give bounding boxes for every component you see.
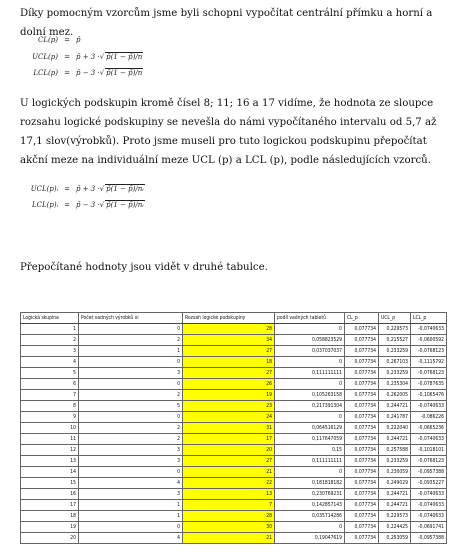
- table-cell: 28: [183, 324, 275, 335]
- paragraph-table-intro: Přepočítané hodnoty jsou vidět v druhé tabulce.: [20, 262, 268, 273]
- table-cell: 13: [183, 489, 275, 500]
- table-cell: 0,077734: [345, 511, 379, 522]
- table-cell: 0,111111111: [275, 456, 345, 467]
- table-cell: 0,077734: [345, 346, 379, 357]
- table-cell: 0,105263158: [275, 390, 345, 401]
- table-cell: 0,215527: [379, 335, 411, 346]
- table-cell: 12: [21, 445, 79, 456]
- table-cell: 0,077734: [345, 390, 379, 401]
- equation-lcl: LCL(p) = p̄ − 3 ·√ p̄(1 − p̄)/n: [33, 69, 143, 77]
- table-header-cell: Logická skupina: [21, 313, 79, 324]
- table-row: [21, 511, 447, 522]
- table-cell: 0: [275, 412, 345, 423]
- table-header-cell: CL_p: [345, 313, 379, 324]
- table-cell: -0,0935227: [411, 478, 447, 489]
- table-cell: 0,224425: [379, 522, 411, 533]
- table-cell: -0,1115792: [411, 357, 447, 368]
- table-cell: 0,181818182: [275, 478, 345, 489]
- table-cell: 5: [21, 368, 79, 379]
- table-cell: 28: [183, 511, 275, 522]
- table-row: [21, 456, 447, 467]
- table-header-row: [21, 313, 447, 324]
- table-cell: 8: [21, 401, 79, 412]
- table-cell: 7: [183, 500, 275, 511]
- table-cell: -0,0768123: [411, 368, 447, 379]
- table-header-cell: podíl vadných tabletů: [275, 313, 345, 324]
- table-cell: 1: [79, 500, 183, 511]
- table-row: [21, 390, 447, 401]
- table-cell: 0,077734: [345, 467, 379, 478]
- table-cell: 0,077734: [345, 533, 379, 544]
- table-cell: 0,230769231: [275, 489, 345, 500]
- table-cell: 17: [21, 500, 79, 511]
- table-cell: 0,267103: [379, 357, 411, 368]
- table-cell: 15: [21, 478, 79, 489]
- table-cell: 0,229573: [379, 324, 411, 335]
- table-cell: 0,233259: [379, 346, 411, 357]
- table-cell: 24: [183, 412, 275, 423]
- table-cell: 0,117647059: [275, 434, 345, 445]
- table-cell: 0,077734: [345, 368, 379, 379]
- table-cell: 21: [183, 533, 275, 544]
- paragraph-intro: Díky pomocným vzorcům jsme byli schopni vypočítat centrální přímku a horní a dolní mez.: [20, 8, 433, 38]
- table-cell: 0,253059: [379, 533, 411, 544]
- equation-ucl: UCL(p) = p̄ + 3 ·√ p̄(1 − p̄)/n: [32, 53, 143, 61]
- table-cell: 0,058823529: [275, 335, 345, 346]
- table-row: [21, 445, 447, 456]
- table-cell: 0,15: [275, 445, 345, 456]
- table-cell: 0,077734: [345, 434, 379, 445]
- table-cell: 23: [183, 401, 275, 412]
- table-cell: 19: [21, 522, 79, 533]
- table-cell: 1: [79, 511, 183, 522]
- table-cell: 0,077734: [345, 445, 379, 456]
- table-cell: 3: [79, 456, 183, 467]
- table-row: [21, 489, 447, 500]
- table-cell: 0,077734: [345, 500, 379, 511]
- table-header-cell: Rozsah logické podskupiny: [183, 313, 275, 324]
- table-cell: 0,035714286: [275, 511, 345, 522]
- table-cell: 0,241787: [379, 412, 411, 423]
- table-cell: 1: [21, 324, 79, 335]
- table-cell: -0,0665236: [411, 423, 447, 434]
- table-row: [21, 335, 447, 346]
- table-cell: 30: [183, 522, 275, 533]
- table-cell: 0,077734: [345, 412, 379, 423]
- table-cell: 5: [79, 401, 183, 412]
- table-cell: 10: [21, 423, 79, 434]
- table-cell: 0,249029: [379, 478, 411, 489]
- table-cell: 0: [275, 379, 345, 390]
- table-row: [21, 379, 447, 390]
- table-cell: 18: [183, 357, 275, 368]
- table-cell: 20: [183, 445, 275, 456]
- table-cell: 4: [21, 357, 79, 368]
- table-cell: 0,244721: [379, 500, 411, 511]
- equation-ucl-individual: UCL(p)ᵢ = p̄ + 3 ·√ p̄(1 − p̄)/nᵢ: [30, 185, 144, 193]
- table-cell: 0,077734: [345, 401, 379, 412]
- table-cell: -0,0957388: [411, 467, 447, 478]
- table-cell: 0: [275, 324, 345, 335]
- table-cell: -0,0740633: [411, 511, 447, 522]
- table-cell: -0,0740633: [411, 434, 447, 445]
- table-row: [21, 500, 447, 511]
- table-cell: 2: [79, 335, 183, 346]
- table-row: [21, 412, 447, 423]
- table-cell: 21: [183, 467, 275, 478]
- table-cell: -0,1018101: [411, 445, 447, 456]
- table-cell: 0,19047619: [275, 533, 345, 544]
- table-cell: 0,111111111: [275, 368, 345, 379]
- table-cell: 0,064516129: [275, 423, 345, 434]
- table-row: [21, 357, 447, 368]
- table-row: [21, 346, 447, 357]
- table-cell: 6: [21, 379, 79, 390]
- equation-cl: CL(p) = p̄: [38, 36, 81, 44]
- table-cell: 2: [79, 434, 183, 445]
- table-cell: 0: [79, 379, 183, 390]
- table-cell: 0: [275, 467, 345, 478]
- table-cell: -0,086226: [411, 412, 447, 423]
- data-table: [20, 312, 447, 544]
- table-header-cell: UCL_p: [379, 313, 411, 324]
- table-cell: 20: [21, 533, 79, 544]
- table-cell: 0,222040: [379, 423, 411, 434]
- table-cell: 18: [21, 511, 79, 522]
- table-cell: 1: [79, 346, 183, 357]
- table-header-cell: Počet vadných výrobků xi: [79, 313, 183, 324]
- table-header-cell: LCL_p: [411, 313, 447, 324]
- table-cell: -0,0740633: [411, 500, 447, 511]
- table-cell: -0,0600592: [411, 335, 447, 346]
- table-cell: -0,0957388: [411, 533, 447, 544]
- table-cell: -0,0691741: [411, 522, 447, 533]
- table-cell: 0,077734: [345, 324, 379, 335]
- table-cell: 0,229573: [379, 511, 411, 522]
- table-cell: 14: [21, 467, 79, 478]
- table-row: [21, 423, 447, 434]
- table-cell: 0,077734: [345, 489, 379, 500]
- table-cell: 16: [21, 489, 79, 500]
- table-cell: 0: [79, 522, 183, 533]
- table-cell: 0: [275, 357, 345, 368]
- table-cell: 22: [183, 478, 275, 489]
- table-cell: 2: [79, 390, 183, 401]
- table-cell: 0,077734: [345, 379, 379, 390]
- table-cell: 11: [21, 434, 79, 445]
- table-cell: 0,230059: [379, 467, 411, 478]
- table-row: [21, 522, 447, 533]
- table-cell: 2: [21, 335, 79, 346]
- equation-lcl-individual: LCL(p)ᵢ = p̄ − 3 ·√ p̄(1 − p̄)/nᵢ: [31, 201, 144, 209]
- table-cell: -0,1065476: [411, 390, 447, 401]
- table-cell: 0,233259: [379, 368, 411, 379]
- table-cell: 13: [21, 456, 79, 467]
- table-cell: 0,235304: [379, 379, 411, 390]
- table-cell: -0,0787635: [411, 379, 447, 390]
- table-cell: 27: [183, 456, 275, 467]
- table-cell: 3: [79, 489, 183, 500]
- table-cell: 31: [183, 423, 275, 434]
- table-cell: 0: [79, 412, 183, 423]
- table-cell: 0,244721: [379, 434, 411, 445]
- table-cell: 27: [183, 346, 275, 357]
- table-cell: 0,142857143: [275, 500, 345, 511]
- table-cell: 0: [79, 467, 183, 478]
- table-cell: 34: [183, 335, 275, 346]
- table-cell: 0,077734: [345, 478, 379, 489]
- table-cell: -0,0740633: [411, 401, 447, 412]
- table-cell: -0,0768123: [411, 346, 447, 357]
- table-cell: 0,077734: [345, 456, 379, 467]
- table-cell: 0,244721: [379, 401, 411, 412]
- table-cell: 27: [183, 368, 275, 379]
- table-row: [21, 368, 447, 379]
- table-row: [21, 533, 447, 544]
- table-cell: 9: [21, 412, 79, 423]
- table-row: [21, 434, 447, 445]
- table-row: [21, 401, 447, 412]
- table-cell: 0,257588: [379, 445, 411, 456]
- table-cell: 3: [21, 346, 79, 357]
- table-cell: 0,077734: [345, 522, 379, 533]
- table-cell: 0: [79, 357, 183, 368]
- table-cell: 0,217391304: [275, 401, 345, 412]
- table-cell: 17: [183, 434, 275, 445]
- table-cell: 4: [79, 533, 183, 544]
- table-cell: 2: [79, 423, 183, 434]
- table-cell: -0,0740633: [411, 489, 447, 500]
- table-cell: 0,077734: [345, 423, 379, 434]
- table-row: [21, 324, 447, 335]
- table-cell: -0,0768123: [411, 456, 447, 467]
- table-cell: 0,244721: [379, 489, 411, 500]
- table-cell: 0,037037037: [275, 346, 345, 357]
- table-cell: -0,0740633: [411, 324, 447, 335]
- table-cell: 3: [79, 368, 183, 379]
- table-cell: 7: [21, 390, 79, 401]
- paragraph-explanation: U logických podskupin kromě čísel 8; 11; 16 a 17 vidíme, že hodnota ze sloupce rozsahu logické podskupiny se nevešla do námi vypočítaného intervalu od 5,7 až 17,1 slov(výrobků). Proto jsme museli pro tuto logickou podskupinu přepočítat akční meze na individuální meze UCL (p) a LCL (p), podle následujících vzorců.: [20, 98, 437, 166]
- table-cell: 4: [79, 478, 183, 489]
- table-row: [21, 478, 447, 489]
- table-cell: 0,262005: [379, 390, 411, 401]
- table-cell: 19: [183, 390, 275, 401]
- table-cell: 0,233259: [379, 456, 411, 467]
- table-row: [21, 467, 447, 478]
- table-cell: 0,077734: [345, 357, 379, 368]
- table-cell: 0,077734: [345, 335, 379, 346]
- table-cell: 0: [79, 324, 183, 335]
- table-cell: 3: [79, 445, 183, 456]
- table-cell: 0: [275, 522, 345, 533]
- table-cell: 26: [183, 379, 275, 390]
